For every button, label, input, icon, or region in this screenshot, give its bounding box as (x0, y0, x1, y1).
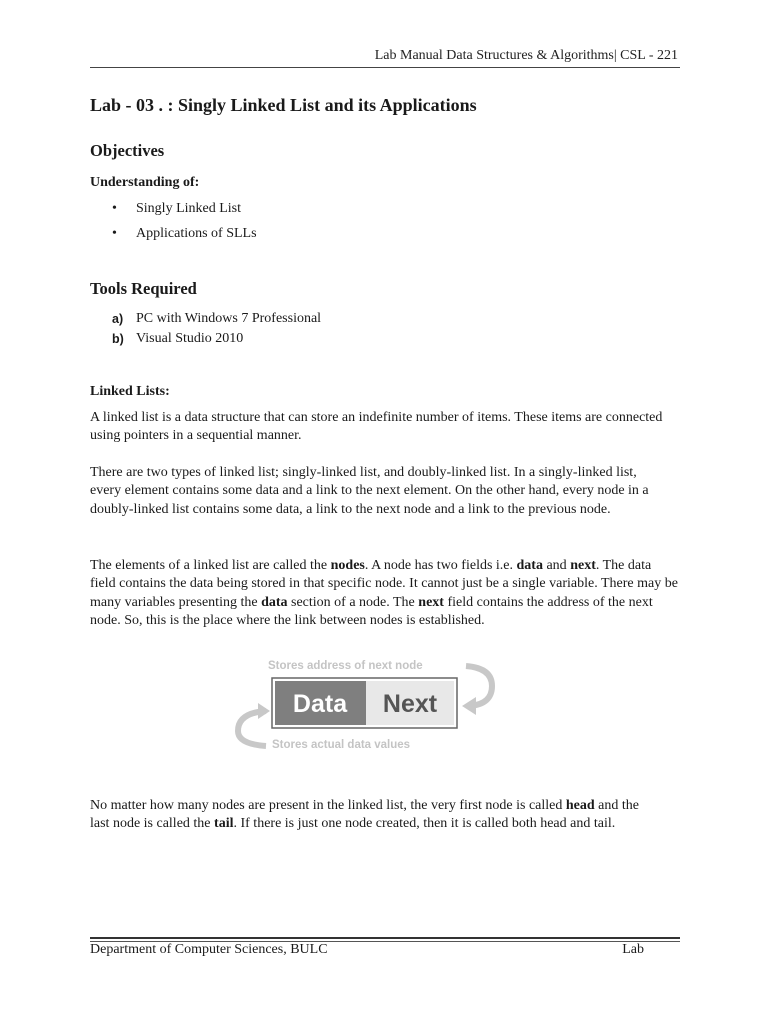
text-run: . A node has two fields i.e. (364, 558, 517, 573)
tools-list (112, 311, 321, 351)
diagram-top-caption: Stores address of next node (268, 660, 423, 672)
objectives-list (112, 201, 257, 251)
bold-term: data (516, 558, 543, 573)
list-item-text: PC with Windows 7 Professional (136, 311, 322, 326)
bold-term: data (261, 594, 288, 610)
paragraph-head-tail (90, 797, 650, 834)
bold-term: tail (214, 816, 234, 832)
bold-term: next (418, 594, 444, 610)
bold-term: head (565, 798, 595, 813)
text-run: and the last node is called the (90, 798, 639, 832)
text-run: No matter how many nodes are present in the linked list, the very first node is called (90, 798, 566, 813)
arrowhead-icon (462, 697, 476, 715)
list-item (112, 201, 257, 226)
next-field-label: Next (382, 690, 438, 718)
running-header: Lab Manual Data Structures & Algorithms| CSL - 221 (374, 48, 678, 63)
node-diagram (230, 656, 502, 756)
text-run: . If there is just one node created, then it is called both head and tail. (233, 816, 616, 832)
arrowhead-icon (258, 703, 270, 719)
paragraph-nodes (90, 557, 680, 630)
text-run: field contains the address of the next node. So, this is the place where the link between nodes is established. (90, 594, 653, 628)
header-rule (90, 67, 680, 68)
list-item (112, 331, 321, 351)
list-item-text: Applications of SLLs (136, 226, 257, 241)
text-run: . The data field contains the data being stored in that specific node. It cannot just be a single variable. There may be many variables presenting the (90, 558, 678, 610)
footer-department: Department of Computer Sciences, BULC (90, 942, 328, 957)
paragraph-intro: A linked list is a data structure that can store an indefinite number of items. These items are connected using pointers in a sequential manner. (90, 410, 663, 444)
bullet-icon: • (112, 201, 117, 216)
list-item-text: Singly Linked List (136, 201, 241, 216)
bold-term: nodes (330, 558, 365, 573)
text-run: section of a node. The (287, 594, 419, 610)
lab-title: Lab - 03 . : Singly Linked List and its Applications (90, 95, 477, 115)
understanding-subheading: Understanding of: (90, 175, 200, 190)
text-run: The elements of a linked list are called the (90, 558, 331, 573)
diagram-bottom-caption: Stores actual data values (272, 739, 411, 751)
list-item (112, 311, 321, 331)
bold-term: next (570, 558, 596, 573)
tools-heading: Tools Required (90, 279, 197, 298)
objectives-heading: Objectives (90, 141, 165, 160)
data-field-label: Data (292, 690, 348, 718)
curved-arrow-icon (466, 666, 492, 706)
list-item-text: Visual Studio 2010 (136, 331, 244, 346)
text-run: and (542, 558, 571, 573)
list-marker: a) (112, 312, 124, 326)
list-item (112, 226, 257, 251)
list-marker: b) (112, 332, 124, 346)
footer-rule (90, 937, 680, 939)
linked-lists-heading: Linked Lists: (90, 384, 170, 399)
bullet-icon: • (112, 226, 117, 241)
footer-page-label: Lab (622, 942, 644, 957)
paragraph-types: There are two types of linked list; singly-linked list, and doubly-linked list. In a singly-linked list, every element contains some data and a link to the next element. On the other hand, every node in a doubly-linked list contains some data, a link to the next node and a link to the previous node. (90, 465, 649, 517)
